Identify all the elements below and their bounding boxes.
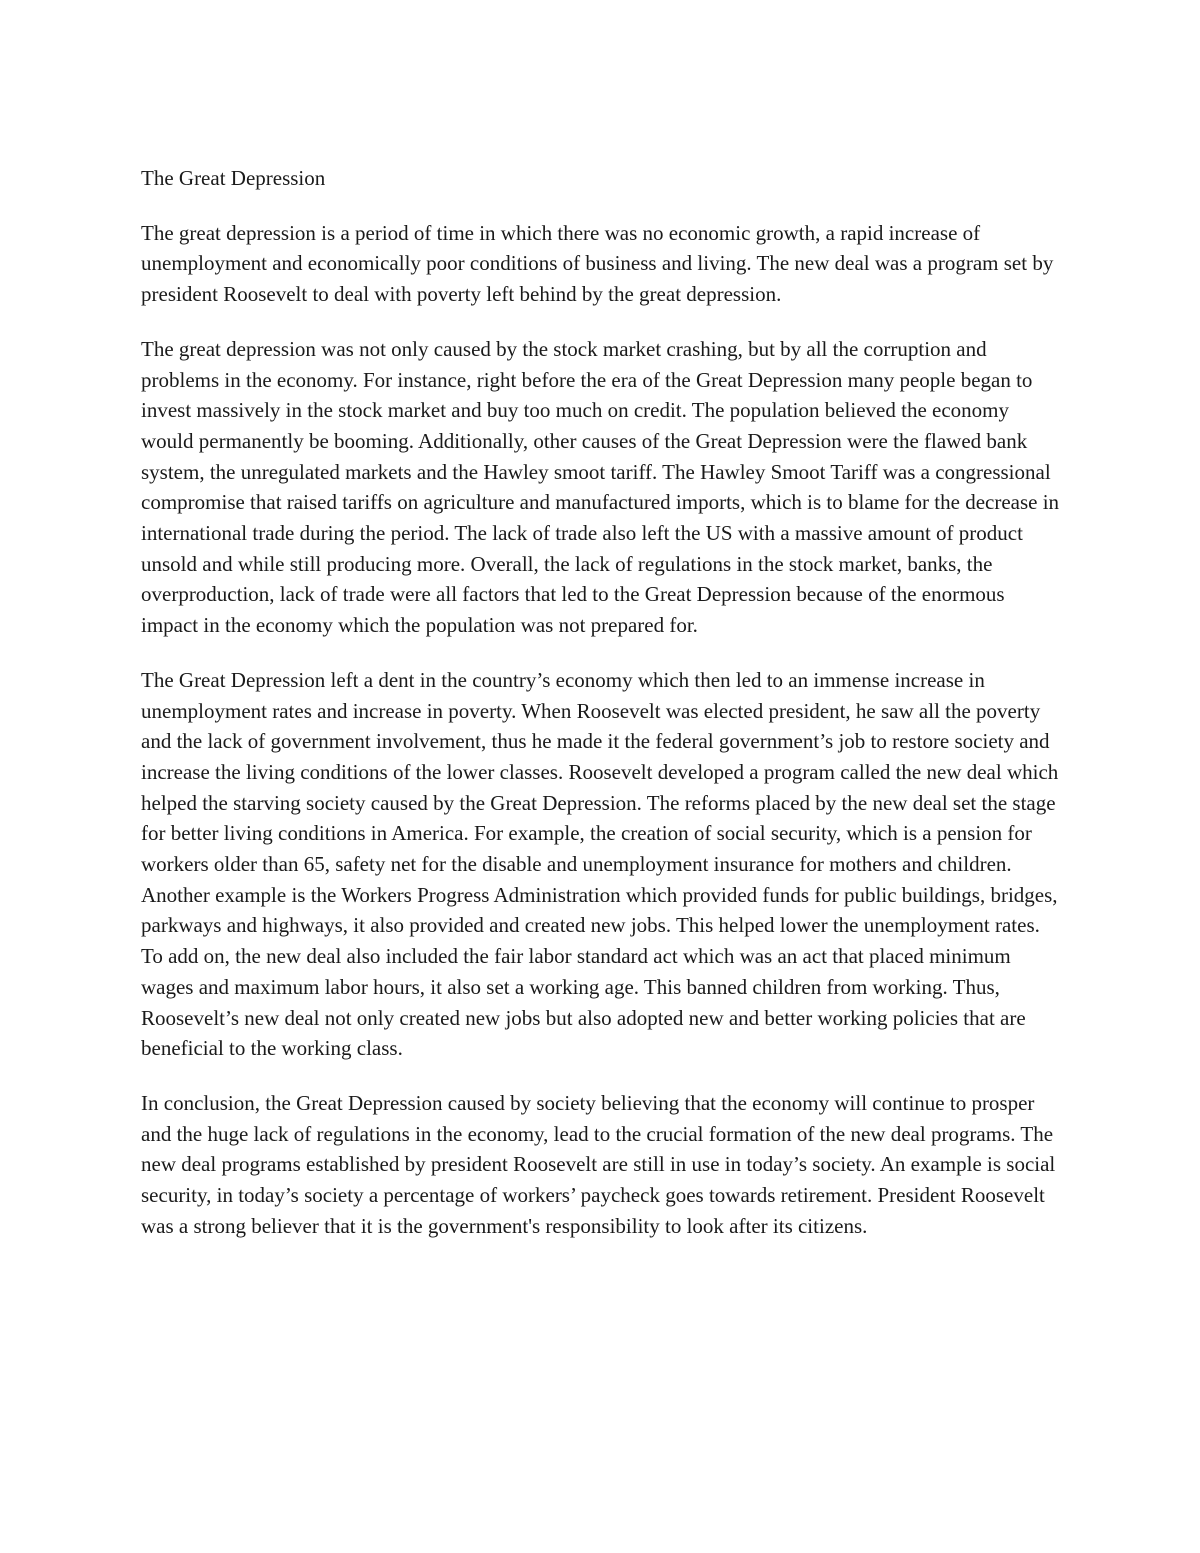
document-page xyxy=(141,163,1066,1266)
document-title: The Great Depression xyxy=(141,166,326,190)
paragraph-conclusion: In conclusion, the Great Depression caused by society believing that the economy will continue to prosper and the huge lack of regulations in the economy, lead to the crucial formation of the new deal programs. The new deal programs established by president Roosevelt are still in use in today’s society. An example is social security, in today’s society a percentage of workers’ paycheck goes towards retirement. President Roosevelt was a strong believer that it is the government's responsibility to look after its citizens. xyxy=(141,1090,1056,1238)
paragraph-new-deal: The Great Depression left a dent in the country’s economy which then led to an immense increase in unemployment rates and increase in poverty. When Roosevelt was elected president, he saw all the poverty and the lack of government involvement, thus he made it the federal government’s job to restore society and increase the living conditions of the lower classes. Roosevelt developed a program called the new deal which helped the starving society caused by the Great Depression. The reforms placed by the new deal set the stage for better living conditions in America. For example, the creation of social security, which is a pension for workers older than 65, safety net for the disable and unemployment insurance for mothers and children. Another example is the Workers Progress Administration which provided funds for public buildings, bridges, parkways and highways, it also provided and created new jobs. This helped lower the unemployment rates. To add on, the new deal also included the fair labor standard act which was an act that placed minimum wages and maximum labor hours, it also set a working age. This banned children from working. Thus, Roosevelt’s new deal not only created new jobs but also adopted new and better working policies that are beneficial to the working class. xyxy=(141,667,1059,1061)
paragraph-introduction: The great depression is a period of time in which there was no economic growth, a rapid increase of unemployment and economically poor conditions of business and living. The new deal was a program set by president Roosevelt to deal with poverty left behind by the great depression. xyxy=(141,220,1054,307)
paragraph-causes: The great depression was not only caused by the stock market crashing, but by all the corruption and problems in the economy. For instance, right before the era of the Great Depression many people began to invest massively in the stock market and buy too much on credit. The population believed the economy would permanently be booming. Additionally, other causes of the Great Depression were the flawed bank system, the unregulated markets and the Hawley smoot tariff. The Hawley Smoot Tariff was a congressional compromise that raised tariffs on agriculture and manufactured imports, which is to blame for the decrease in international trade during the period. The lack of trade also left the US with a massive amount of product unsold and while still producing more. Overall, the lack of regulations in the stock market, banks, the overproduction, lack of trade were all factors that led to the Great Depression because of the enormous impact in the economy which the population was not prepared for. xyxy=(141,336,1060,638)
